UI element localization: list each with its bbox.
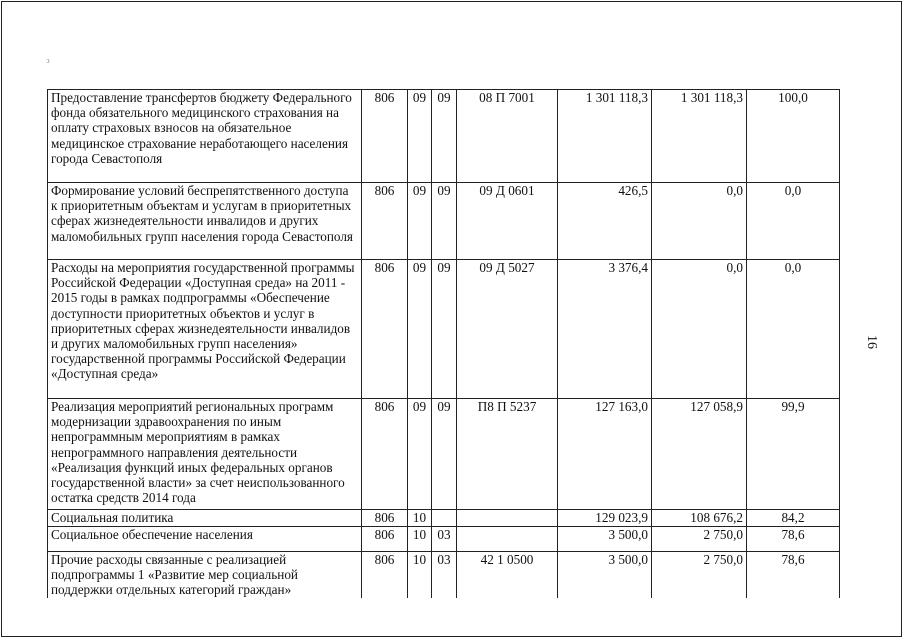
subsection-code: 09 — [432, 260, 457, 399]
plan-value: 426,5 — [558, 183, 652, 260]
ved-code: 806 — [362, 399, 408, 510]
target-article-code: 08 П 7001 — [457, 90, 558, 183]
row-name: Социальное обеспечение населения — [48, 527, 362, 552]
section-code: 09 — [408, 399, 432, 510]
table-row — [48, 399, 840, 510]
target-article-code: 42 1 0500 — [457, 552, 558, 599]
table-row — [48, 552, 840, 599]
ved-code: 806 — [362, 527, 408, 552]
target-article-code: П8 П 5237 — [457, 399, 558, 510]
ved-code: 806 — [362, 260, 408, 399]
subsection-code — [432, 510, 457, 527]
subsection-code: 09 — [432, 399, 457, 510]
table-row — [48, 510, 840, 527]
target-article-code: 09 Д 0601 — [457, 183, 558, 260]
percent-value: 0,0 — [747, 260, 840, 399]
plan-value: 129 023,9 — [558, 510, 652, 527]
page-number: 16 — [864, 335, 879, 349]
subsection-code: 03 — [432, 552, 457, 599]
percent-value: 100,0 — [747, 90, 840, 183]
ved-code: 806 — [362, 90, 408, 183]
fact-value: 1 301 118,3 — [652, 90, 747, 183]
row-name: Прочие расходы связанные с реализацией подпрограммы 1 «Развитие мер социальной поддержки отдельных категорий граждан» — [48, 552, 362, 599]
row-name: Реализация мероприятий региональных программ модернизации здравоохранения по иным непрограммным мероприятиям в рамках непрограммного направления деятельности «Реализация функций иных федеральных органов государственной власти» за счет неиспользованного остатка средств 2014 года — [48, 399, 362, 510]
fact-value: 2 750,0 — [652, 527, 747, 552]
row-name: Социальная политика — [48, 510, 362, 527]
percent-value: 84,2 — [747, 510, 840, 527]
ved-code: 806 — [362, 552, 408, 599]
table-row — [48, 260, 840, 399]
fact-value: 0,0 — [652, 260, 747, 399]
plan-value: 3 500,0 — [558, 552, 652, 599]
section-code: 10 — [408, 527, 432, 552]
table-row — [48, 183, 840, 260]
table-row — [48, 90, 840, 183]
percent-value: 78,6 — [747, 552, 840, 599]
section-code: 10 — [408, 552, 432, 599]
row-name: Расходы на мероприятия государственной программы Российской Федерации «Доступная среда» на 2011 - 2015 годы в рамках подпрограммы «Обеспечение доступности приоритетных объектов и услуг в приоритетных сферах жизнедеятельности инвалидов и других маломобильных групп населения» государственной программы Российской Федерации «Доступная среда» — [48, 260, 362, 399]
ved-code: 806 — [362, 510, 408, 527]
percent-value: 78,6 — [747, 527, 840, 552]
plan-value: 127 163,0 — [558, 399, 652, 510]
row-name: Предоставление трансфертов бюджету Федерального фонда обязательного медицинского страхования на оплату страховых взносов на обязательное медицинское страхование неработающего населения города Севастополя — [48, 90, 362, 183]
percent-value: 99,9 — [747, 399, 840, 510]
plan-value: 1 301 118,3 — [558, 90, 652, 183]
target-article-code — [457, 510, 558, 527]
plan-value: 3 376,4 — [558, 260, 652, 399]
table-row — [48, 527, 840, 552]
row-name: Формирование условий беспрепятственного доступа к приоритетным объектам и услугам в приоритетных сферах жизнедеятельности инвалидов и других маломобильных групп населения города Севастополя — [48, 183, 362, 260]
budget-table — [47, 89, 840, 598]
target-article-code: 09 Д 5027 — [457, 260, 558, 399]
plan-value: 3 500,0 — [558, 527, 652, 552]
subsection-code: 09 — [432, 183, 457, 260]
section-code: 09 — [408, 183, 432, 260]
section-code: 10 — [408, 510, 432, 527]
subsection-code: 03 — [432, 527, 457, 552]
scan-mark: ↄ — [46, 56, 50, 65]
fact-value: 127 058,9 — [652, 399, 747, 510]
subsection-code: 09 — [432, 90, 457, 183]
fact-value: 0,0 — [652, 183, 747, 260]
section-code: 09 — [408, 90, 432, 183]
fact-value: 2 750,0 — [652, 552, 747, 599]
target-article-code — [457, 527, 558, 552]
fact-value: 108 676,2 — [652, 510, 747, 527]
ved-code: 806 — [362, 183, 408, 260]
section-code: 09 — [408, 260, 432, 399]
percent-value: 0,0 — [747, 183, 840, 260]
